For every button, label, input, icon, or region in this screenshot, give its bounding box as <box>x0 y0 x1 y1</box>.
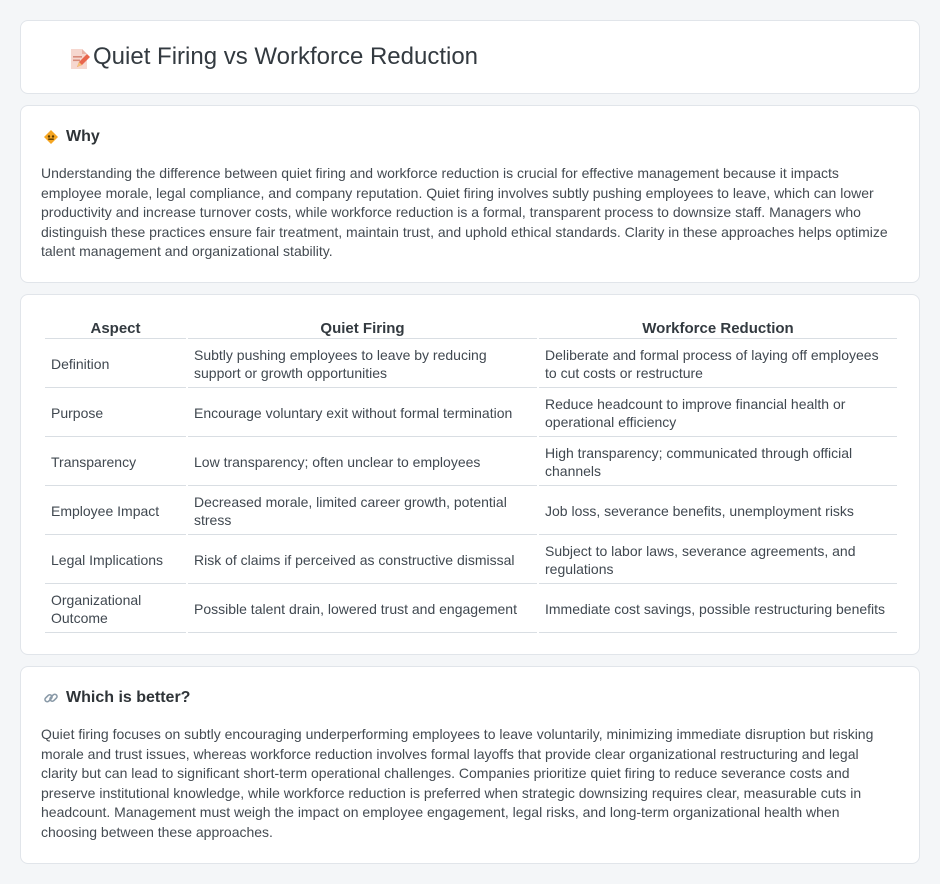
why-title: Why <box>66 128 100 145</box>
aspect-cell: Transparency <box>45 439 186 486</box>
workforce-reduction-cell: Subject to labor laws, severance agreements, and regulations <box>539 537 897 584</box>
header-card <box>20 20 920 94</box>
better-heading <box>43 689 190 707</box>
which-is-better-section <box>20 666 920 864</box>
quiet-firing-cell: Possible talent drain, lowered trust and engagement <box>188 586 537 633</box>
workforce-reduction-cell: Reduce headcount to improve financial health or operational efficiency <box>539 390 897 437</box>
workforce-reduction-cell: High transparency; communicated through official channels <box>539 439 897 486</box>
table-row <box>45 488 897 535</box>
why-heading <box>43 128 100 146</box>
table-row <box>45 390 897 437</box>
table-row <box>45 341 897 388</box>
quiet-firing-cell: Low transparency; often unclear to employees <box>188 439 537 486</box>
workforce-reduction-cell: Deliberate and formal process of laying off employees to cut costs or restructure <box>539 341 897 388</box>
workforce-reduction-cell: Immediate cost savings, possible restructuring benefits <box>539 586 897 633</box>
better-title: Which is better? <box>66 689 191 706</box>
table-row <box>45 537 897 584</box>
aspect-cell: Legal Implications <box>45 537 186 584</box>
table-row <box>45 439 897 486</box>
aspect-cell: Employee Impact <box>45 488 186 535</box>
workforce-reduction-cell: Job loss, severance benefits, unemployment risks <box>539 488 897 535</box>
quiet-firing-cell: Subtly pushing employees to leave by reducing support or growth opportunities <box>188 341 537 388</box>
column-header-quiet-firing: Quiet Firing <box>188 319 537 339</box>
table-header-row <box>45 319 897 339</box>
better-text: Quiet firing focuses on subtly encouraging underperforming employees to leave voluntarily, minimizing immediate disruption but risking morale and trust issues, whereas workforce reduction involves formal layoffs that provide clear organizational restructuring and legal clarity but can lead to significant short-term operational challenges. Companies prioritize quiet firing to reduce severance costs and preserve institutional knowledge, while workforce reduction is preferred when strategic downsizing requires clear, measurable cuts in headcount. Management must weigh the impact on employee engagement, legal risks, and long-term organizational health when choosing between these approaches. <box>41 726 874 840</box>
aspect-cell: Definition <box>45 341 186 388</box>
document-pencil-icon <box>67 47 91 71</box>
comparison-section <box>20 294 920 655</box>
table-row <box>45 586 897 633</box>
page-title: Quiet Firing vs Workforce Reduction <box>93 43 479 70</box>
column-header-aspect: Aspect <box>45 319 186 339</box>
quiet-firing-cell: Encourage voluntary exit without formal termination <box>188 390 537 437</box>
why-section <box>20 105 920 283</box>
bulb-icon <box>43 129 59 145</box>
quiet-firing-cell: Risk of claims if perceived as constructive dismissal <box>188 537 537 584</box>
aspect-cell: Organizational Outcome <box>45 586 186 633</box>
column-header-workforce-reduction: Workforce Reduction <box>539 319 897 339</box>
aspect-cell: Purpose <box>45 390 186 437</box>
link-icon <box>43 690 59 706</box>
comparison-table <box>43 317 899 635</box>
quiet-firing-cell: Decreased morale, limited career growth, potential stress <box>188 488 537 535</box>
why-text: Understanding the difference between quiet firing and workforce reduction is crucial for effective management because it impacts employee morale, legal compliance, and company reputation. Quiet firing involves subtly pushing employees to leave, which can lower productivity and increase turnover costs, while workforce reduction is a formal, transparent process to downsize staff. Managers who distinguish these practices ensure fair treatment, maintain trust, and uphold ethical standards. Clarity in these approaches helps optimize talent management and organizational stability. <box>41 165 888 260</box>
